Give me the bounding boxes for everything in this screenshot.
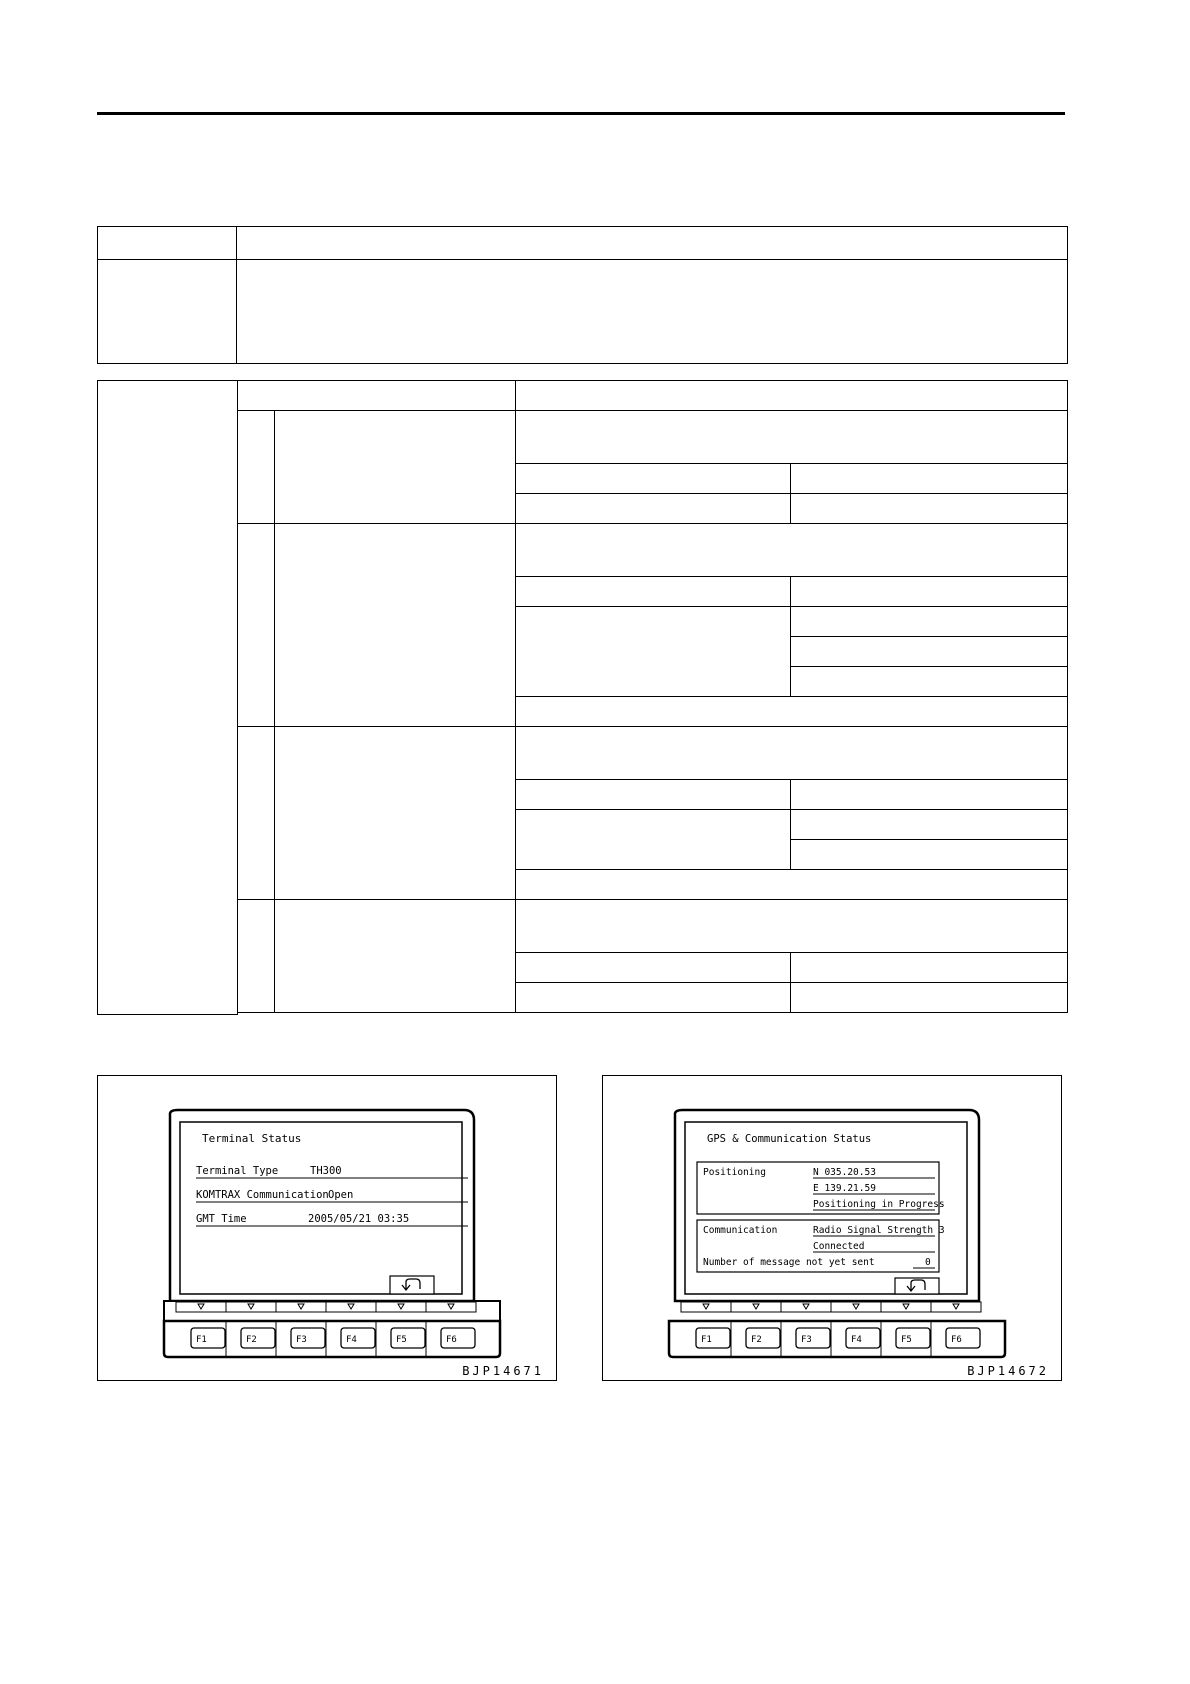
svg-text:F4: F4 <box>851 1335 862 1345</box>
svg-text:F6: F6 <box>951 1335 962 1345</box>
svg-text:F1: F1 <box>701 1335 712 1345</box>
table-cell <box>516 870 1068 900</box>
svg-text:F5: F5 <box>396 1335 407 1345</box>
row-label: KOMTRAX Communication <box>196 1189 329 1201</box>
table-cell <box>791 577 1068 607</box>
figure-gps-communication-status <box>602 1075 1062 1381</box>
svg-text:F5: F5 <box>901 1335 912 1345</box>
lcd-screen <box>180 1122 462 1294</box>
f5-key[interactable] <box>391 1328 425 1348</box>
row-label: GMT Time <box>196 1213 247 1225</box>
lower-table <box>97 380 1068 1015</box>
signal-strength: Radio Signal Strength 3 <box>813 1225 945 1236</box>
f1-key[interactable] <box>191 1328 225 1348</box>
table-cell <box>275 524 516 727</box>
positioning-label: Positioning <box>703 1167 766 1178</box>
svg-text:F4: F4 <box>346 1335 357 1345</box>
table-cell <box>791 637 1068 667</box>
f2-key[interactable] <box>746 1328 780 1348</box>
table-cell <box>516 524 1068 577</box>
table-cell <box>516 464 791 494</box>
figure-id: BJP14671 <box>462 1364 544 1378</box>
table-cell <box>516 381 1068 411</box>
table-cell <box>275 727 516 900</box>
table-cell <box>516 900 1068 953</box>
f3-key[interactable] <box>291 1328 325 1348</box>
svg-text:F2: F2 <box>246 1335 257 1345</box>
latitude-value: N 035.20.53 <box>813 1167 876 1178</box>
pending-messages-value: 0 <box>925 1257 931 1268</box>
upper-table-cell <box>98 260 237 364</box>
svg-text:F3: F3 <box>296 1335 307 1345</box>
table-cell <box>98 381 238 1015</box>
row-value: 2005/05/21 03:35 <box>308 1213 410 1225</box>
table-cell <box>791 983 1068 1013</box>
table-cell <box>275 900 516 1013</box>
svg-text:F6: F6 <box>446 1335 457 1345</box>
figure-terminal-status <box>97 1075 557 1381</box>
table-cell <box>238 411 275 524</box>
table-cell <box>238 900 275 1013</box>
header-rule <box>97 112 1065 115</box>
f5-key[interactable] <box>896 1328 930 1348</box>
f3-key[interactable] <box>796 1328 830 1348</box>
f6-key[interactable] <box>441 1328 475 1348</box>
table-cell <box>791 494 1068 524</box>
f6-key[interactable] <box>946 1328 980 1348</box>
monitor-illustration <box>603 1076 1061 1380</box>
svg-text:F2: F2 <box>751 1335 762 1345</box>
connection-state: Connected <box>813 1241 865 1252</box>
svg-text:F3: F3 <box>801 1335 812 1345</box>
table-cell <box>275 411 516 524</box>
table-cell <box>791 607 1068 637</box>
svg-text:F1: F1 <box>196 1335 207 1345</box>
table-cell <box>516 411 1068 464</box>
upper-table-cell <box>237 260 1068 364</box>
monitor-illustration <box>98 1076 556 1380</box>
table-cell <box>238 727 275 900</box>
table-cell <box>516 727 1068 780</box>
table-cell <box>791 953 1068 983</box>
f2-key[interactable] <box>241 1328 275 1348</box>
screen-title: GPS & Communication Status <box>707 1133 872 1145</box>
longitude-value: E 139.21.59 <box>813 1183 876 1194</box>
upper-table <box>97 226 1068 364</box>
f1-key[interactable] <box>696 1328 730 1348</box>
table-cell <box>238 524 275 727</box>
upper-table-cell <box>237 227 1068 260</box>
row-label: Terminal Type <box>196 1165 279 1177</box>
table-cell <box>516 810 791 870</box>
table-cell <box>791 667 1068 697</box>
table-cell <box>516 780 791 810</box>
table-cell <box>516 697 1068 727</box>
figure-id: BJP14672 <box>967 1364 1049 1378</box>
table-cell <box>516 494 791 524</box>
row-value: TH300 <box>310 1165 342 1177</box>
table-cell <box>238 381 516 411</box>
table-cell <box>516 577 791 607</box>
table-cell <box>516 983 791 1013</box>
table-cell <box>516 953 791 983</box>
screen-title: Terminal Status <box>202 1132 302 1145</box>
function-key-strip <box>176 1302 476 1312</box>
table-cell <box>791 780 1068 810</box>
positioning-state: Positioning in Progress <box>813 1199 945 1210</box>
table-cell <box>791 810 1068 840</box>
pending-messages-label: Number of message not yet sent <box>703 1257 875 1268</box>
table-cell <box>516 607 791 697</box>
upper-table-cell <box>98 227 237 260</box>
table-cell <box>791 464 1068 494</box>
table-cell <box>791 840 1068 870</box>
communication-label: Communication <box>703 1225 778 1236</box>
f4-key[interactable] <box>341 1328 375 1348</box>
f4-key[interactable] <box>846 1328 880 1348</box>
row-value: Open <box>328 1189 354 1201</box>
function-key-strip <box>681 1302 981 1312</box>
